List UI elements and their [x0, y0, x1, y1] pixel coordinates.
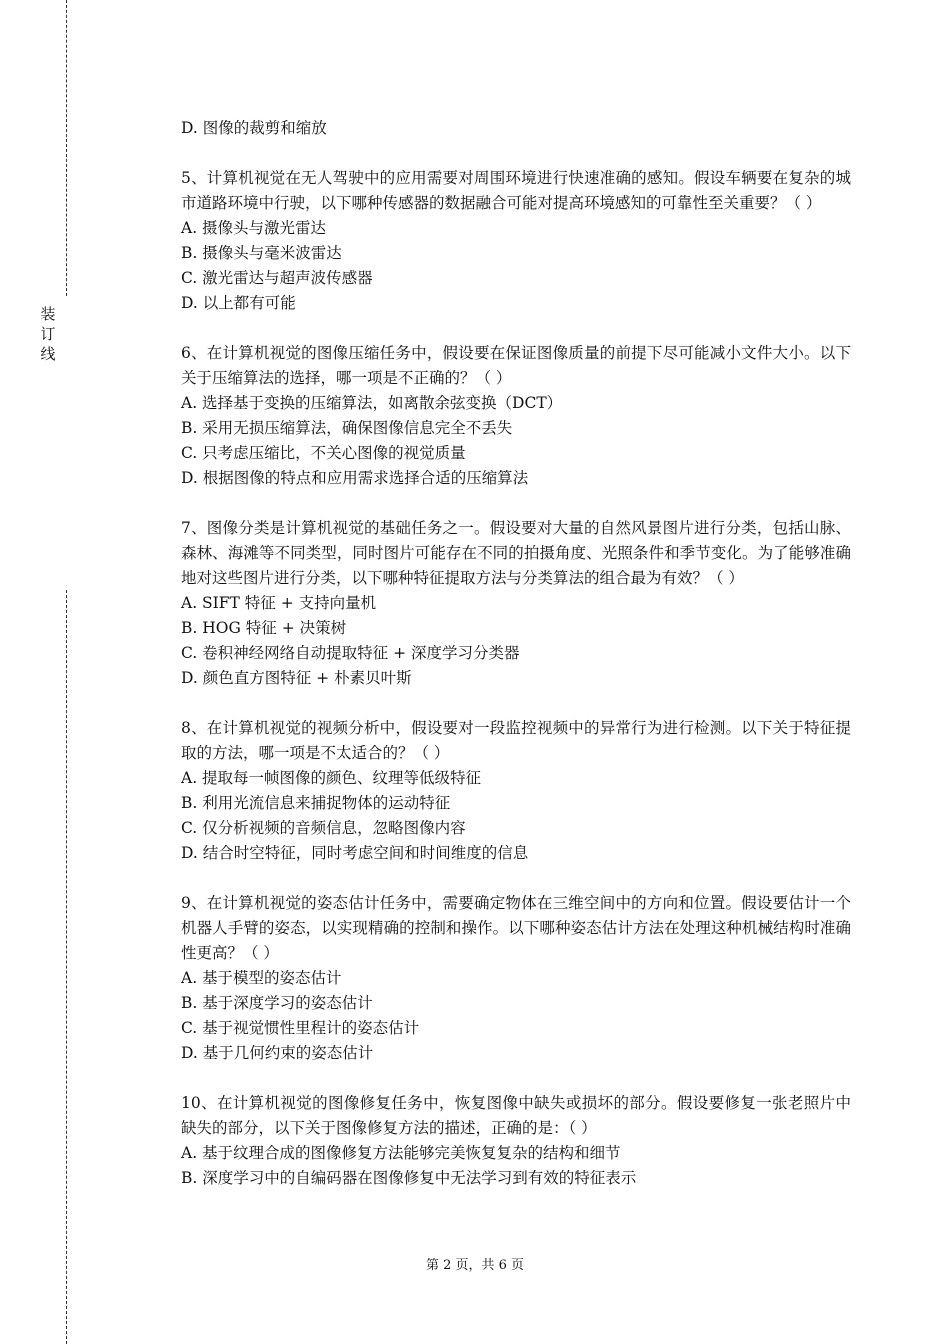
option-d: D. 以上都有可能: [181, 294, 296, 312]
question-stem: 6、在计算机视觉的图像压缩任务中，假设要在保证图像质量的前提下尽可能减小文件大小。以下关于压缩算法的选择，哪一项是不正确的？（ ）: [181, 344, 851, 387]
question-stem: 8、在计算机视觉的视频分析中，假设要对一段监控视频中的异常行为进行检测。以下关于特征提取的方法，哪一项是不太适合的？（ ）: [181, 719, 851, 762]
option-d: D. 颜色直方图特征 + 朴素贝叶斯: [181, 669, 412, 687]
option-a: A. 基于纹理合成的图像修复方法能够完美恢复复杂的结构和细节: [181, 1144, 621, 1162]
question-stem: 10、在计算机视觉的图像修复任务中，恢复图像中缺失或损坏的部分。假设要修复一张老照片中缺失的部分，以下关于图像修复方法的描述，正确的是：（ ）: [181, 1094, 851, 1137]
option-c: C. 仅分析视频的音频信息，忽略图像内容: [181, 819, 466, 837]
exam-content: [181, 116, 851, 1216]
option-b: B. 采用无损压缩算法，确保图像信息完全不丢失: [181, 419, 513, 437]
binding-label: [38, 304, 58, 364]
question-stem: 7、图像分类是计算机视觉的基础任务之一。假设要对大量的自然风景图片进行分类，包括山脉、森林、海滩等不同类型，同时图片可能存在不同的拍摄角度、光照条件和季节变化。为了能够准确地对这些图片进行分类，以下哪种特征提取方法与分类算法的组合最为有效？（ ）: [181, 519, 851, 587]
question-8: [181, 716, 851, 866]
option-b: B. 基于深度学习的姿态估计: [181, 994, 373, 1012]
binding-line-top: [66, 0, 67, 296]
option-d: D. 根据图像的特点和应用需求选择合适的压缩算法: [181, 469, 529, 487]
question-6: [181, 341, 851, 491]
question-stem: 5、计算机视觉在无人驾驶中的应用需要对周围环境进行快速准确的感知。假设车辆要在复杂的城市道路环境中行驶，以下哪种传感器的数据融合可能对提高环境感知的可靠性至关重要？（ ）: [181, 169, 851, 212]
question-7: [181, 516, 851, 691]
binding-label-char: 订: [40, 325, 56, 343]
option-c: C. 只考虑压缩比，不关心图像的视觉质量: [181, 444, 466, 462]
option-b: B. 摄像头与毫米波雷达: [181, 244, 342, 262]
option-b: B. 深度学习中的自编码器在图像修复中无法学习到有效的特征表示: [181, 1169, 637, 1187]
binding-line-bottom: [66, 590, 67, 1344]
question-10: [181, 1091, 851, 1191]
option-d: D. 基于几何约束的姿态估计: [181, 1044, 374, 1062]
binding-label-char: 装: [40, 305, 56, 323]
question-5: [181, 166, 851, 316]
option-c: C. 激光雷达与超声波传感器: [181, 269, 373, 287]
binding-label-char: 线: [40, 345, 56, 363]
option-a: A. SIFT 特征 + 支持向量机: [181, 594, 377, 612]
option-c: C. 卷积神经网络自动提取特征 + 深度学习分类器: [181, 644, 520, 662]
question-stem: 9、在计算机视觉的姿态估计任务中，需要确定物体在三维空间中的方向和位置。假设要估计一个机器人手臂的姿态，以实现精确的控制和操作。以下哪种姿态估计方法在处理这种机械结构时准确性更高？（ ）: [181, 894, 851, 962]
option-c: C. 基于视觉惯性里程计的姿态估计: [181, 1019, 420, 1037]
option-a: A. 摄像头与激光雷达: [181, 219, 327, 237]
option-b: B. 利用光流信息来捕捉物体的运动特征: [181, 794, 451, 812]
question-9: [181, 891, 851, 1066]
option-a: A. 选择基于变换的压缩算法，如离散余弦变换（DCT）: [181, 394, 563, 412]
option-a: A. 基于模型的姿态估计: [181, 969, 342, 987]
option-b: B. HOG 特征 + 决策树: [181, 619, 347, 637]
option-a: A. 提取每一帧图像的颜色、纹理等低级特征: [181, 769, 482, 787]
carryover-option: D. 图像的裁剪和缩放: [181, 119, 327, 137]
page-footer: 第 2 页，共 6 页: [425, 1258, 525, 1273]
option-d: D. 结合时空特征，同时考虑空间和时间维度的信息: [181, 844, 529, 862]
